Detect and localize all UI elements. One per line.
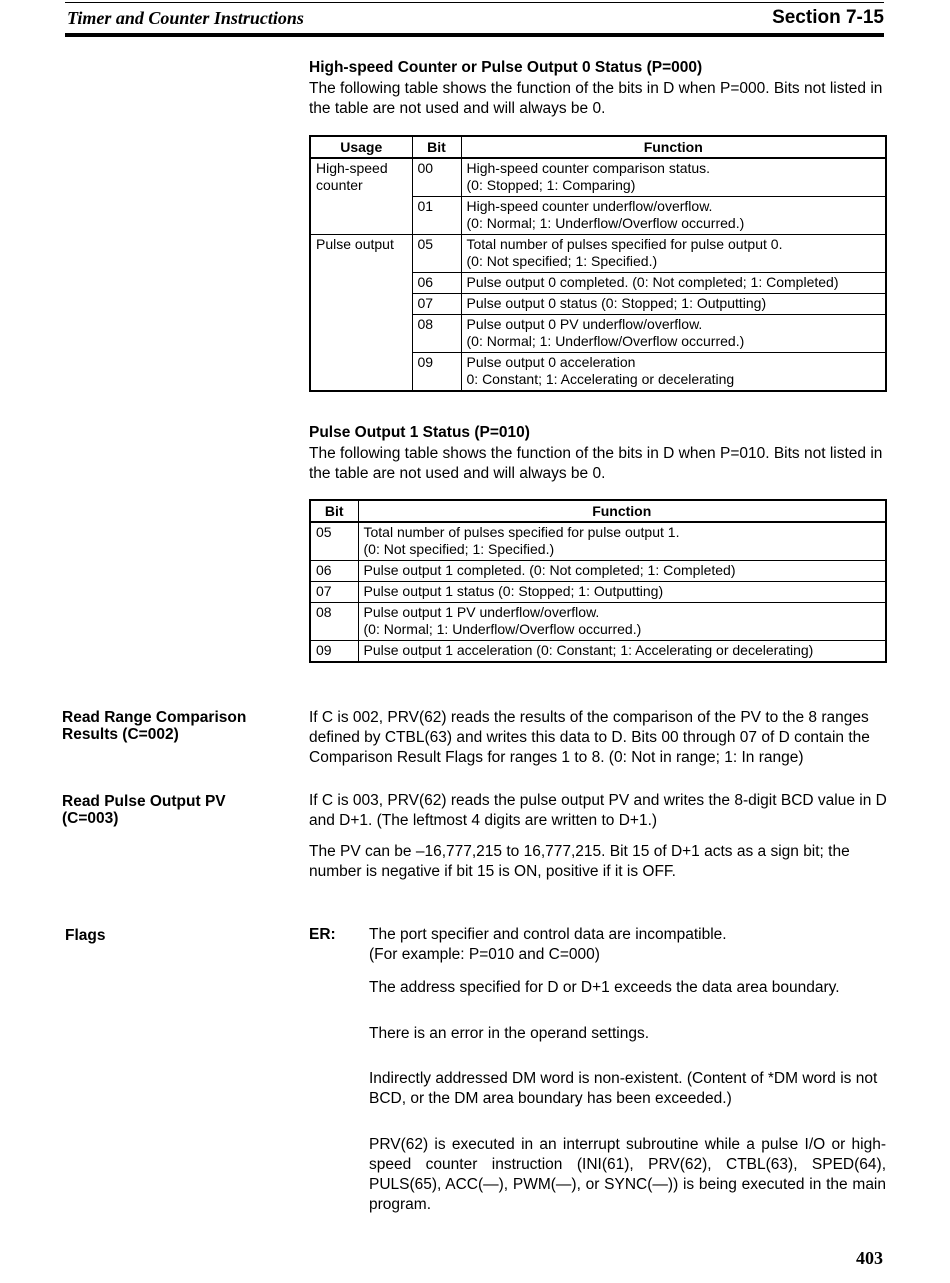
column-header-function: Function	[461, 136, 886, 158]
read-range-side-heading	[62, 709, 292, 743]
function-line: Pulse output 0 acceleration	[466, 354, 636, 370]
read-pv-side-heading	[62, 793, 292, 827]
function-line: High-speed counter underflow/overflow.	[466, 198, 713, 214]
page-number: 403	[856, 1248, 883, 1268]
er-flag-label: ER:	[309, 926, 336, 943]
side-heading-line: Results (C=002)	[62, 726, 179, 743]
function-cell	[461, 315, 886, 353]
side-heading-line: Read Pulse Output PV	[62, 793, 226, 810]
function-cell	[358, 522, 886, 561]
table-row	[310, 641, 886, 663]
function-cell	[358, 561, 886, 582]
function-cell	[461, 235, 886, 273]
table-row	[310, 603, 886, 641]
function-line: (0: Not specified; 1: Specified.)	[363, 541, 555, 557]
table-header-row	[310, 136, 886, 158]
read-pv-text-1: If C is 003, PRV(62) reads the pulse output PV and writes the 8-digit BCD value in D and D+1. (The leftmost 4 digits are written to D+1.)	[309, 792, 887, 829]
po1-section-title: Pulse Output 1 Status (P=010)	[309, 424, 530, 441]
bit-cell: 05	[412, 235, 461, 273]
er-condition: The port specifier and control data are incompatible. (For example: P=010 and C=000)	[369, 926, 727, 963]
function-line: Pulse output 0 completed. (0: Not completed; 1: Completed)	[466, 274, 839, 290]
bit-cell: 05	[310, 522, 358, 561]
po1-status-table	[309, 499, 887, 663]
table-row	[310, 522, 886, 561]
side-heading-line: (C=003)	[62, 810, 119, 827]
table-row	[310, 582, 886, 603]
function-line: Pulse output 0 PV underflow/overflow.	[466, 316, 703, 332]
chapter-title: Timer and Counter Instructions	[67, 8, 304, 28]
function-cell	[358, 582, 886, 603]
function-cell	[358, 603, 886, 641]
function-line: (0: Not specified; 1: Specified.)	[466, 253, 658, 269]
function-line: (0: Normal; 1: Underflow/Overflow occurred.)	[363, 621, 642, 637]
section-number: Section 7-15	[772, 7, 884, 28]
function-line: Pulse output 0 status (0: Stopped; 1: Outputting)	[466, 295, 767, 311]
table-row	[310, 158, 886, 197]
bit-cell: 07	[310, 582, 358, 603]
bit-cell: 01	[412, 197, 461, 235]
read-range-text: If C is 002, PRV(62) reads the results of the comparison of the PV to the 8 ranges defined by CTBL(63) and writes this data to D. Bits 00 through 07 of D contain the Comparison Result Flags for ranges 1 to 8. (0: Not in range; 1: In range)	[309, 709, 870, 766]
hsc-section-intro: The following table shows the function of the bits in D when P=000. Bits not listed in the table are not used and will always be 0.	[309, 80, 883, 117]
bit-cell: 08	[412, 315, 461, 353]
function-cell	[358, 641, 886, 663]
hsc-status-table	[309, 135, 887, 392]
bit-cell: 06	[310, 561, 358, 582]
header-rule	[65, 33, 884, 37]
bit-cell: 07	[412, 294, 461, 315]
function-line: Pulse output 1 PV underflow/overflow.	[363, 604, 600, 620]
er-condition: The address specified for D or D+1 exceeds the data area boundary.	[369, 979, 840, 996]
er-condition: PRV(62) is executed in an interrupt subroutine while a pulse I/O or high-speed counter instruction (INI(61), PRV(62), CTBL(63), SPED(64), PULS(65), ACC(—), PWM(—), or SYNC(—)) is being executed in the main program.	[369, 1136, 886, 1213]
column-header-function: Function	[358, 500, 886, 522]
function-line: Total number of pulses specified for pulse output 1.	[363, 524, 680, 540]
bit-cell: 09	[310, 641, 358, 663]
function-line: (0: Stopped; 1: Comparing)	[466, 177, 636, 193]
bit-cell: 00	[412, 158, 461, 197]
function-line: Total number of pulses specified for pulse output 0.	[466, 236, 783, 252]
table-row	[310, 235, 886, 273]
function-line: 0: Constant; 1: Accelerating or decelerating	[466, 371, 735, 387]
header-top-rule	[65, 2, 884, 3]
column-header-bit: Bit	[310, 500, 358, 522]
table-header-row	[310, 500, 886, 522]
read-pv-text-2: The PV can be –16,777,215 to 16,777,215. Bit 15 of D+1 acts as a sign bit; the number is negative if bit 15 is ON, positive if it is OFF.	[309, 843, 850, 880]
bit-cell: 08	[310, 603, 358, 641]
er-condition: Indirectly addressed DM word is non-existent. (Content of *DM word is not BCD, or the DM area boundary has been exceeded.)	[369, 1070, 878, 1107]
usage-cell: Pulse output	[310, 235, 412, 392]
hsc-section-title: High-speed Counter or Pulse Output 0 Status (P=000)	[309, 59, 703, 76]
side-heading-line: Read Range Comparison	[62, 709, 247, 726]
column-header-bit: Bit	[412, 136, 461, 158]
er-condition: There is an error in the operand settings.	[369, 1025, 650, 1042]
function-cell	[461, 273, 886, 294]
function-line: Pulse output 1 status (0: Stopped; 1: Outputting)	[363, 583, 664, 599]
table-row	[310, 561, 886, 582]
bit-cell: 06	[412, 273, 461, 294]
bit-cell: 09	[412, 353, 461, 392]
function-cell	[461, 294, 886, 315]
column-header-usage: Usage	[310, 136, 412, 158]
function-line: High-speed counter comparison status.	[466, 160, 711, 176]
function-line: Pulse output 1 acceleration (0: Constant; 1: Accelerating or decelerating)	[363, 642, 814, 658]
function-line: (0: Normal; 1: Underflow/Overflow occurred.)	[466, 333, 745, 349]
page-header	[65, 2, 884, 32]
function-cell	[461, 158, 886, 197]
flags-side-heading: Flags	[65, 927, 106, 944]
po1-section-intro: The following table shows the function of the bits in D when P=010. Bits not listed in the table are not used and will always be 0.	[309, 445, 883, 482]
usage-cell: High-speed counter	[310, 158, 412, 235]
function-cell	[461, 353, 886, 392]
function-line: Pulse output 1 completed. (0: Not completed; 1: Completed)	[363, 562, 736, 578]
function-line: (0: Normal; 1: Underflow/Overflow occurred.)	[466, 215, 745, 231]
function-cell	[461, 197, 886, 235]
